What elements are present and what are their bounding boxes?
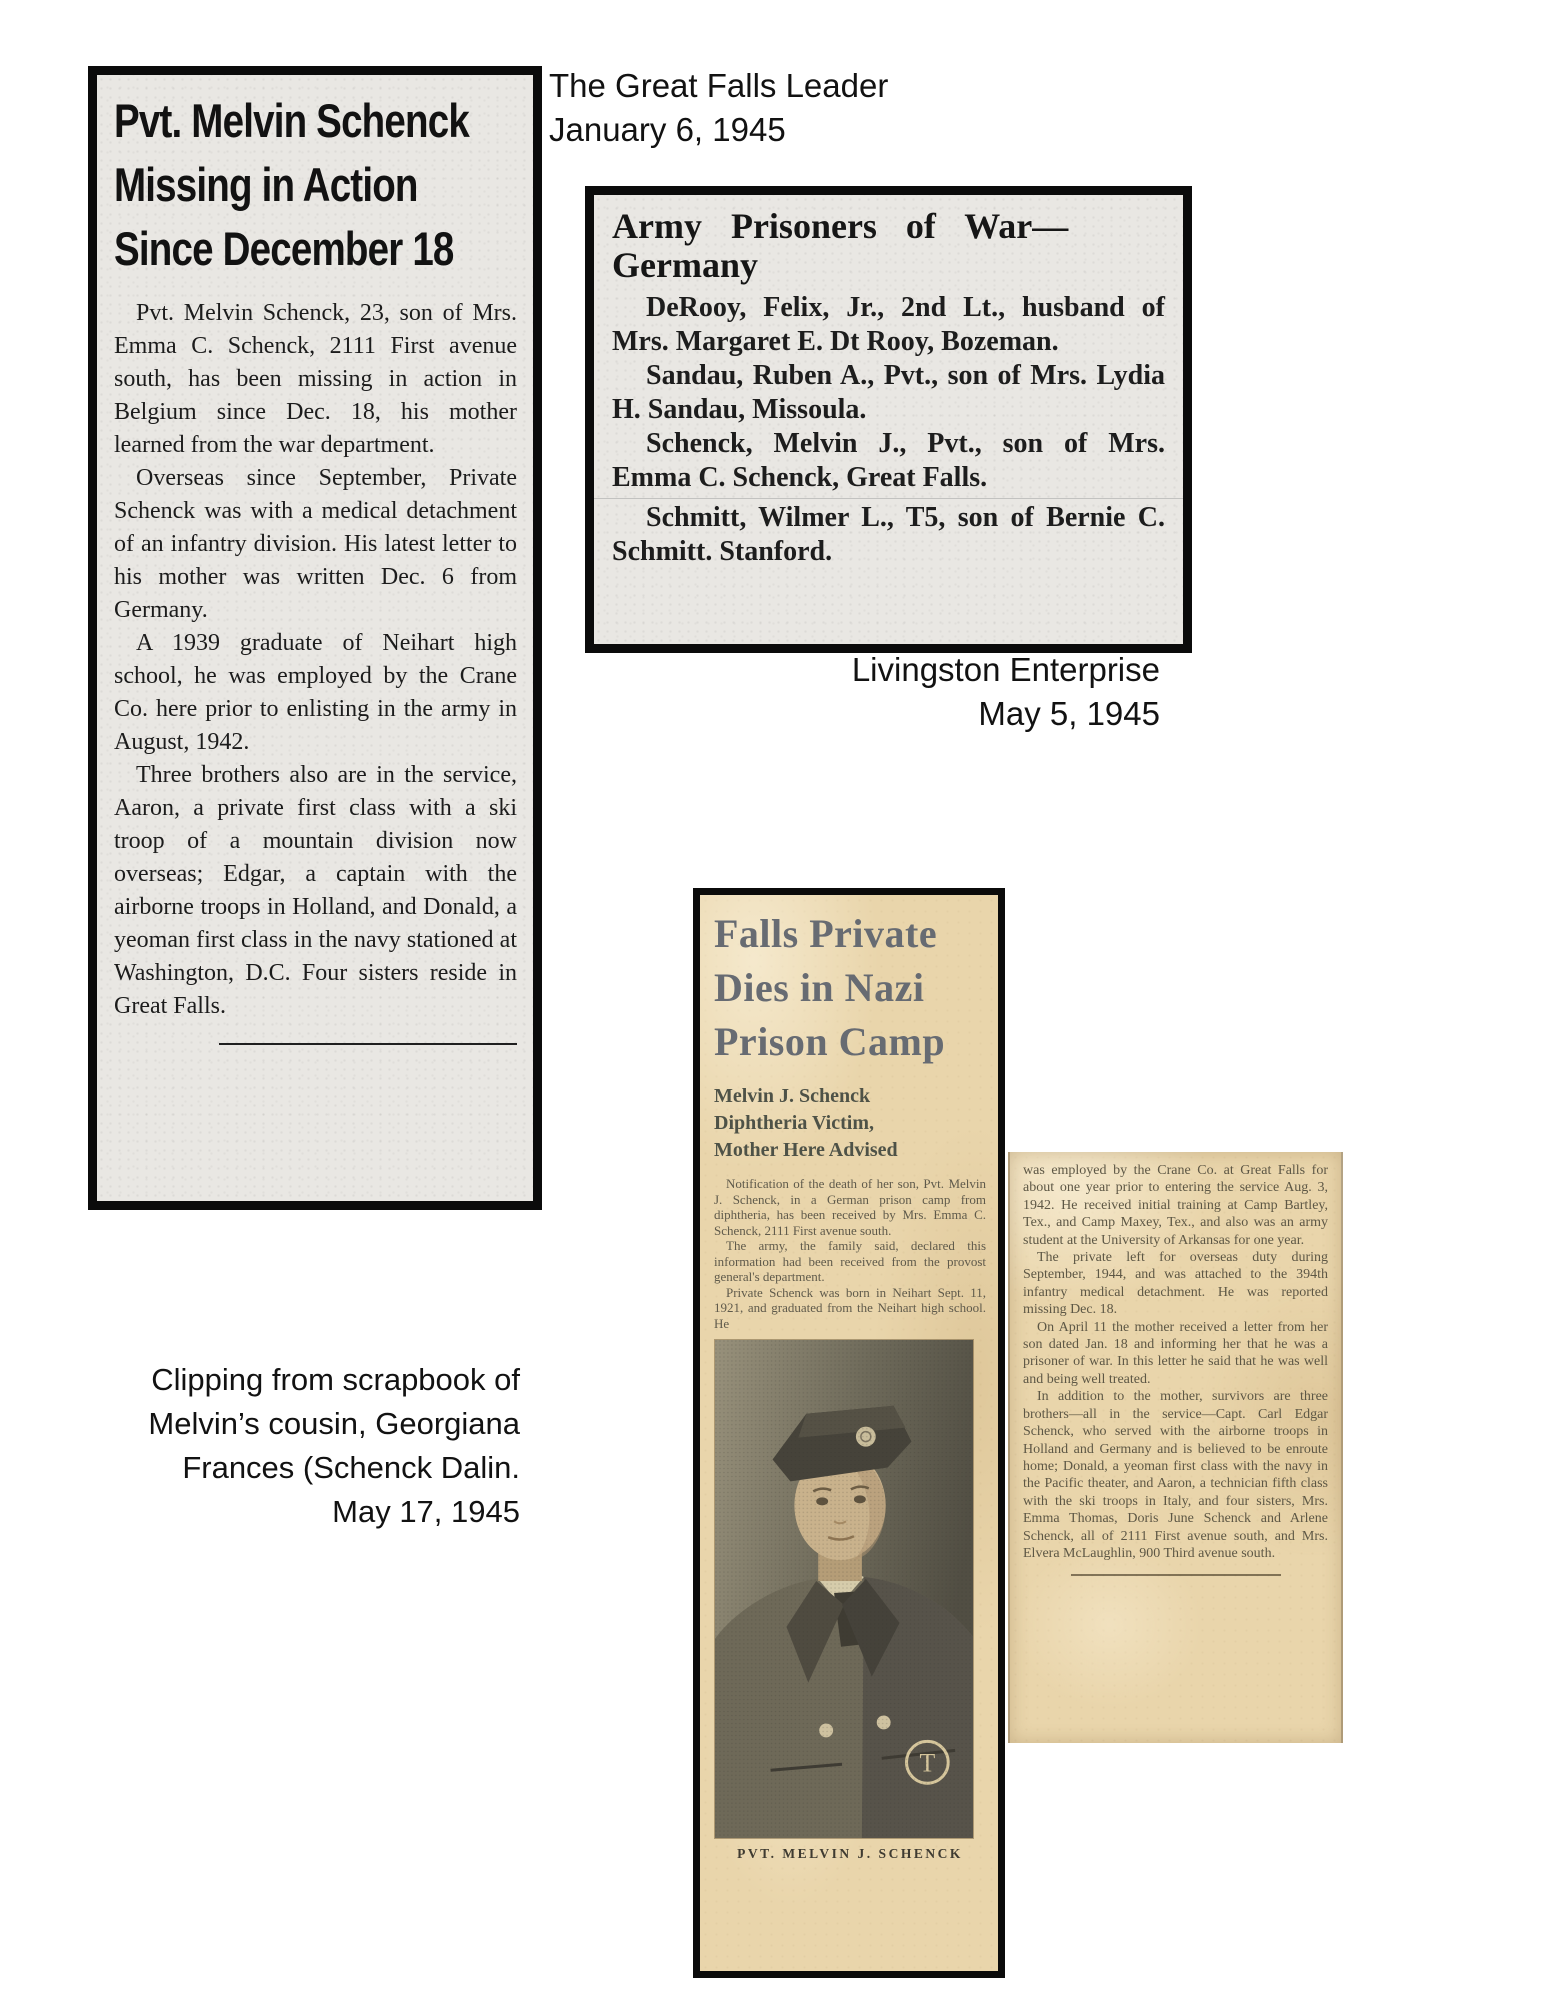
scan-line — [594, 498, 1183, 499]
source-date: May 5, 1945 — [978, 695, 1160, 732]
clipping-subhead — [714, 1083, 986, 1164]
pow-entry: Schmitt, Wilmer L., T5, son of Bernie C. Schmitt. Stanford. — [612, 502, 1165, 567]
article-paragraph: Pvt. Melvin Schenck, 23, son of Mrs. Emma C. Schenck, 2111 First avenue south, has been missing in action in Belgium since Dec. 18, his mother learned from the war department. — [114, 300, 517, 458]
article-end-rule — [1071, 1574, 1281, 1576]
article-paragraph: Three brothers also are in the service, Aaron, a private first class with a ski troop of a mountain division now overseas; Edgar, a captain with the airborne troops in Holland, and Donald, a yeoman first class in the navy stationed at Washington, D.C. Four sisters reside in Great Falls. — [114, 762, 517, 1019]
clipping-heading — [612, 207, 1165, 285]
pow-entry: Schenck, Melvin J., Pvt., son of Mrs. Emma C. Schenck, Great Falls. — [612, 428, 1165, 493]
caption-scrapbook-note — [95, 1358, 520, 1534]
clipping-falls-private-dies — [693, 888, 1005, 1978]
article-body — [1010, 1152, 1341, 1576]
caption-line: May 17, 1945 — [332, 1494, 520, 1529]
article-paragraph: Private Schenck was born in Neihart Sept. 11, 1921, and graduated from the Neihart high school. He — [714, 1284, 986, 1331]
subhead-line: Melvin J. Schenck — [714, 1085, 871, 1107]
article-paragraph: Notification of the death of her son, Pvt. Melvin J. Schenck, in a German prison camp from diphtheria, has been received by Mrs. Emma C. Schenck, 2111 First avenue south. — [714, 1176, 986, 1238]
article-end-rule — [219, 1043, 517, 1045]
subhead-line: Diphtheria Victim, — [714, 1112, 874, 1134]
article-paragraph: Overseas since September, Private Schenck was with a medical detachment of an infantry division. His latest letter to his mother was written Dec. 6 from Germany. — [114, 465, 517, 623]
clipping-headline — [714, 907, 986, 1069]
article-paragraph: On April 11 the mother received a letter from her son dated Jan. 18 and informing her that he was a prisoner of war. In this letter he said that he was well and being well treated. — [1023, 1319, 1328, 1387]
soldier-portrait-illustration — [715, 1340, 973, 1838]
source-name: The Great Falls Leader — [549, 67, 889, 104]
photo-caption: PVT. MELVIN J. SCHENCK — [737, 1846, 963, 1861]
heading-line: Army Prisoners of War— — [612, 206, 1069, 246]
caption-line: Melvin’s cousin, Georgiana — [148, 1406, 520, 1441]
headline-line: Prison Camp — [714, 1019, 946, 1064]
article-paragraph: The private left for overseas duty during September, 1944, and was attached to the 394th infantry medical detachment. He was reported missing Dec. 18. — [1023, 1250, 1328, 1318]
heading-line: Germany — [612, 245, 758, 285]
caption-line: Frances (Schenck Dalin. — [182, 1450, 520, 1485]
pow-entry: Sandau, Ruben A., Pvt., son of Mrs. Lydia H. Sandau, Missoula. — [612, 360, 1165, 425]
headline-line: Missing in Action — [114, 158, 418, 211]
clipping-army-prisoners-of-war — [585, 186, 1192, 653]
headline-line: Falls Private — [714, 911, 938, 956]
source-date: January 6, 1945 — [549, 111, 786, 148]
headline-line: Dies in Nazi — [714, 965, 925, 1010]
source-label-livingston-enterprise — [700, 648, 1160, 736]
clipping-headline — [114, 89, 517, 281]
clipping-missing-in-action — [88, 66, 542, 1210]
article-paragraph: In addition to the mother, survivors are three brothers—all in the service—Capt. Carl Edgar Schenck, who served with the airborne troops in Holland and Germany and is believed to be enroute home; Donald, a yeoman first class with the navy in the Pacific theater, and Aaron, a technician fifth class with the ski troops in Italy, and four sisters, Mrs. Emma Thomas, Doris June Schenck and Arlene Schenck, all of 2111 First avenue south, and Mrs. Elvera McLaughlin, 900 Third avenue south. — [1023, 1389, 1328, 1561]
soldier-portrait-photo — [714, 1339, 974, 1839]
article-paragraph: was employed by the Crane Co. at Great Falls for about one year prior to entering the service Aug. 3, 1942. He received initial training at Camp Bartley, Tex., and Camp Maxey, Tex., and also was an army student at the University of Arkansas for one year. — [1023, 1163, 1328, 1248]
headline-line: Pvt. Melvin Schenck — [114, 94, 469, 147]
article-paragraph: A 1939 graduate of Neihart high school, he was employed by the Crane Co. here prior to enlisting in the army in August, 1942. — [114, 630, 517, 755]
headline-line: Since December 18 — [114, 222, 454, 275]
caption-line: Clipping from scrapbook of — [151, 1362, 520, 1397]
clipping-continuation-column — [1008, 1152, 1343, 1743]
article-body — [114, 297, 517, 1023]
pow-entries — [612, 291, 1165, 569]
article-paragraph: The army, the family said, declared this information had been received from the provost general's department. — [714, 1238, 986, 1284]
source-name: Livingston Enterprise — [851, 651, 1160, 688]
pow-entry: DeRooy, Felix, Jr., 2nd Lt., husband of Mrs. Margaret E. Dt Rooy, Bozeman. — [612, 292, 1165, 357]
source-label-great-falls-leader — [549, 64, 888, 152]
subhead-line: Mother Here Advised — [714, 1139, 898, 1161]
article-body — [714, 1176, 986, 1331]
